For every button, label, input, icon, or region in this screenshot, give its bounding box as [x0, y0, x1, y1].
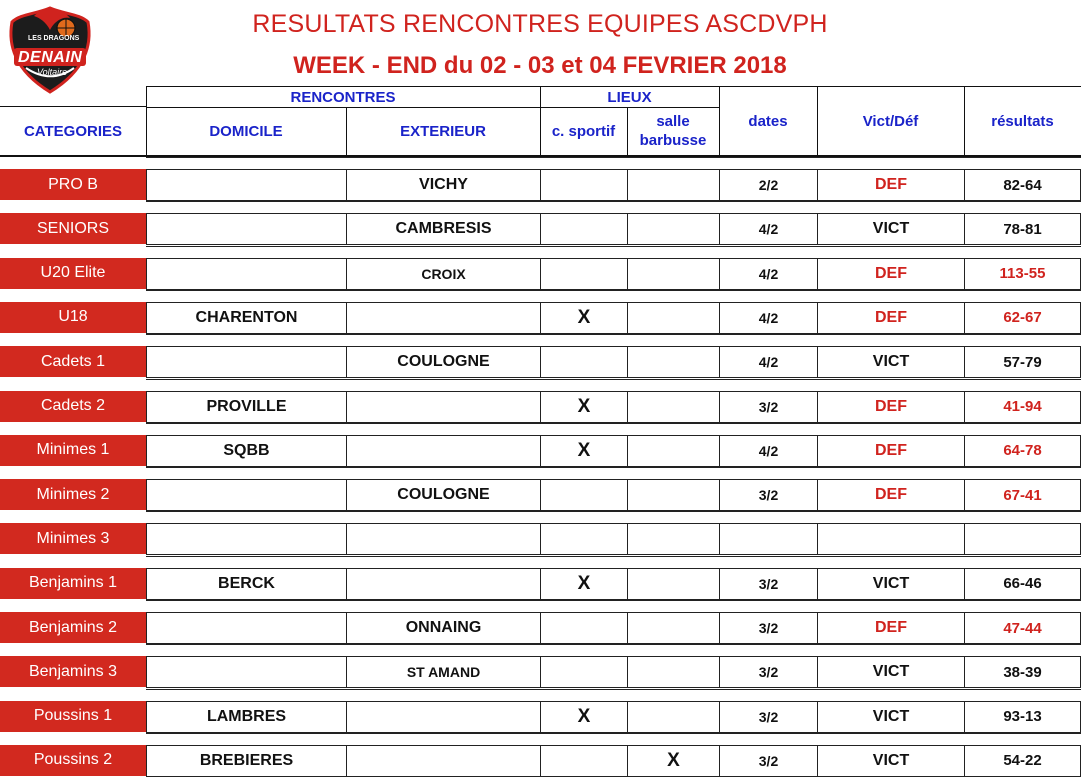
resultat-cell: 64-78 [964, 435, 1081, 467]
vict-def-cell: VICT [817, 346, 965, 378]
category-cell: Cadets 1 [0, 346, 146, 378]
date-cell: 4/2 [719, 302, 818, 334]
exterieur-cell [346, 435, 541, 467]
row-separator [146, 379, 1081, 391]
row-separator [146, 246, 1081, 258]
header-lieux: LIEUX [607, 88, 652, 106]
salle-barbusse-cell [627, 435, 720, 467]
row-separator [146, 600, 1081, 612]
c-sportif-cell: X [540, 391, 628, 423]
header-vict-def: Vict/Déf [862, 112, 919, 130]
salle-barbusse-cell [627, 479, 720, 511]
vict-def-cell [817, 523, 965, 555]
club-logo [4, 4, 96, 96]
c-sportif-cell [540, 612, 628, 644]
page-subtitle: WEEK - END du 02 - 03 et 04 FEVRIER 2018 [293, 52, 787, 79]
row-separator [146, 201, 1081, 213]
header-line [146, 107, 719, 108]
domicile-cell: CHARENTON [146, 302, 347, 334]
domicile-cell: LAMBRES [146, 701, 347, 733]
domicile-cell: PROVILLE [146, 391, 347, 423]
salle-barbusse-cell [627, 169, 720, 201]
exterieur-cell [346, 523, 541, 555]
category-cell: Poussins 1 [0, 701, 146, 733]
exterieur-cell: VICHY [346, 169, 541, 201]
category-cell: Minimes 2 [0, 479, 146, 511]
salle-barbusse-cell [627, 346, 720, 378]
category-cell: Cadets 2 [0, 391, 146, 423]
category-cell: Minimes 3 [0, 523, 146, 555]
domicile-cell [146, 479, 347, 511]
date-cell: 4/2 [719, 346, 818, 378]
salle-barbusse-cell [627, 701, 720, 733]
salle-barbusse-cell [627, 302, 720, 334]
c-sportif-cell [540, 479, 628, 511]
table-row [0, 467, 1081, 511]
logo-script: Voltaire [37, 67, 68, 77]
category-cell: Minimes 1 [0, 435, 146, 467]
date-cell: 3/2 [719, 479, 818, 511]
table-row [0, 157, 1081, 201]
vict-def-cell: VICT [817, 701, 965, 733]
date-cell: 3/2 [719, 612, 818, 644]
c-sportif-cell: X [540, 701, 628, 733]
table-row [0, 334, 1081, 378]
table-row [0, 556, 1081, 600]
header-resultats: résultats [991, 112, 1054, 130]
header-rencontres: RENCONTRES [290, 88, 396, 106]
row-separator [146, 733, 1081, 745]
header-domicile: DOMICILE [209, 122, 283, 140]
c-sportif-cell [540, 656, 628, 688]
row-separator [146, 689, 1081, 701]
domicile-cell [146, 346, 347, 378]
resultat-cell: 54-22 [964, 745, 1081, 777]
c-sportif-cell [540, 258, 628, 290]
category-cell: PRO B [0, 169, 146, 201]
header-divider [817, 86, 818, 156]
resultat-cell: 67-41 [964, 479, 1081, 511]
logo-top-text: LES DRAGONS [28, 35, 80, 42]
resultat-cell: 41-94 [964, 391, 1081, 423]
exterieur-cell: ONNAING [346, 612, 541, 644]
exterieur-cell: CAMBRESIS [346, 213, 541, 245]
c-sportif-cell [540, 745, 628, 777]
resultat-cell [964, 523, 1081, 555]
header-divider [964, 86, 965, 156]
row-separator [146, 290, 1081, 302]
salle-barbusse-cell [627, 568, 720, 600]
header-dates: dates [748, 112, 788, 130]
vict-def-cell: DEF [817, 391, 965, 423]
domicile-cell: BERCK [146, 568, 347, 600]
c-sportif-cell [540, 346, 628, 378]
vict-def-cell: DEF [817, 612, 965, 644]
exterieur-cell [346, 568, 541, 600]
table-row [0, 290, 1081, 334]
exterieur-cell: CROIX [346, 258, 541, 290]
vict-def-cell: DEF [817, 258, 965, 290]
row-separator [146, 423, 1081, 435]
resultat-cell: 38-39 [964, 656, 1081, 688]
exterieur-cell [346, 302, 541, 334]
header-categories: CATEGORIES [23, 122, 123, 140]
domicile-cell [146, 656, 347, 688]
table-row [0, 644, 1081, 688]
table-row [0, 689, 1081, 733]
date-cell: 3/2 [719, 745, 818, 777]
resultat-cell: 78-81 [964, 213, 1081, 245]
row-separator [146, 556, 1081, 568]
resultat-cell: 93-13 [964, 701, 1081, 733]
domicile-cell [146, 258, 347, 290]
header-c-sportif: c. sportif [551, 122, 616, 140]
resultat-cell: 82-64 [964, 169, 1081, 201]
header-divider [146, 86, 147, 156]
category-cell: Benjamins 2 [0, 612, 146, 644]
table-row [0, 423, 1081, 467]
date-cell: 3/2 [719, 568, 818, 600]
date-cell: 4/2 [719, 435, 818, 467]
exterieur-cell [346, 391, 541, 423]
header-exterieur: EXTERIEUR [400, 122, 486, 140]
c-sportif-cell [540, 523, 628, 555]
c-sportif-cell [540, 169, 628, 201]
exterieur-cell: ST AMAND [346, 656, 541, 688]
table-row [0, 733, 1081, 777]
date-cell: 4/2 [719, 213, 818, 245]
resultat-cell: 47-44 [964, 612, 1081, 644]
domicile-cell [146, 523, 347, 555]
resultat-cell: 66-46 [964, 568, 1081, 600]
salle-barbusse-cell [627, 612, 720, 644]
header-line [146, 86, 1081, 87]
category-cell: U20 Elite [0, 258, 146, 290]
exterieur-cell: COULOGNE [346, 479, 541, 511]
category-cell: Benjamins 3 [0, 656, 146, 688]
c-sportif-cell [540, 213, 628, 245]
date-cell: 3/2 [719, 656, 818, 688]
table-row [0, 246, 1081, 290]
domicile-cell [146, 612, 347, 644]
resultat-cell: 57-79 [964, 346, 1081, 378]
date-cell: 3/2 [719, 391, 818, 423]
table-row [0, 379, 1081, 423]
page-title: RESULTATS RENCONTRES EQUIPES ASCDVPH [252, 10, 828, 38]
resultat-cell: 113-55 [964, 258, 1081, 290]
c-sportif-cell: X [540, 302, 628, 334]
vict-def-cell: DEF [817, 435, 965, 467]
table-row [0, 600, 1081, 644]
category-cell: U18 [0, 302, 146, 334]
domicile-cell: BREBIERES [146, 745, 347, 777]
date-cell: 3/2 [719, 701, 818, 733]
table-row [0, 511, 1081, 555]
exterieur-cell [346, 701, 541, 733]
category-cell: SENIORS [0, 213, 146, 245]
vict-def-cell: VICT [817, 213, 965, 245]
header-salle-barbusse: salle barbusse [639, 113, 707, 149]
domicile-cell [146, 169, 347, 201]
header-divider [540, 86, 541, 156]
row-separator [146, 467, 1081, 479]
exterieur-cell [346, 745, 541, 777]
header-divider [346, 107, 347, 156]
logo-name: DENAIN [18, 49, 83, 66]
category-cell: Benjamins 1 [0, 568, 146, 600]
date-cell: 2/2 [719, 169, 818, 201]
row-separator [146, 644, 1081, 656]
date-cell [719, 523, 818, 555]
category-cell: Poussins 2 [0, 745, 146, 777]
salle-barbusse-cell: X [627, 745, 720, 777]
header-divider [627, 107, 628, 156]
header-divider [719, 86, 720, 156]
vict-def-cell: VICT [817, 745, 965, 777]
vict-def-cell: DEF [817, 169, 965, 201]
domicile-cell: SQBB [146, 435, 347, 467]
c-sportif-cell: X [540, 435, 628, 467]
domicile-cell [146, 213, 347, 245]
vict-def-cell: DEF [817, 302, 965, 334]
row-separator [146, 157, 1081, 169]
c-sportif-cell: X [540, 568, 628, 600]
exterieur-cell: COULOGNE [346, 346, 541, 378]
salle-barbusse-cell [627, 258, 720, 290]
header-line [0, 106, 146, 107]
resultat-cell: 62-67 [964, 302, 1081, 334]
vict-def-cell: DEF [817, 479, 965, 511]
date-cell: 4/2 [719, 258, 818, 290]
row-separator [146, 334, 1081, 346]
vict-def-cell: VICT [817, 568, 965, 600]
salle-barbusse-cell [627, 213, 720, 245]
table-row [0, 201, 1081, 245]
row-separator [146, 511, 1081, 523]
salle-barbusse-cell [627, 656, 720, 688]
salle-barbusse-cell [627, 523, 720, 555]
vict-def-cell: VICT [817, 656, 965, 688]
salle-barbusse-cell [627, 391, 720, 423]
